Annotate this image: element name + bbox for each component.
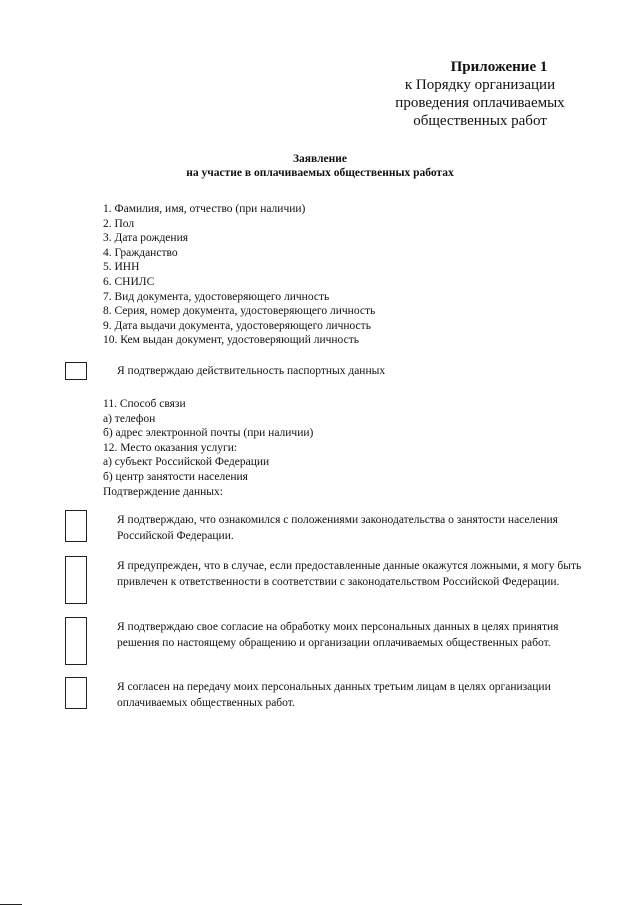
passport-confirmation-text: Я подтверждаю действительность паспортных данных — [117, 365, 386, 377]
confirmation-text-law: Я подтверждаю, что ознакомился с положениями законодательства о занятости населения Российской Федерации. — [117, 514, 558, 542]
field-snils: 6. СНИЛС — [103, 275, 155, 288]
appendix-title: Приложение 1 — [450, 59, 548, 75]
appendix-header — [380, 58, 580, 130]
field-sex: 2. Пол — [103, 217, 135, 230]
confirmation-checkbox-liability[interactable] — [65, 556, 87, 604]
form-title: Заявление — [292, 153, 347, 165]
field-document-issuer: 10. Кем выдан документ, удостоверяющий личность — [103, 334, 359, 347]
data-confirmation-label: Подтверждение данных: — [103, 485, 223, 498]
service-employment-center: б) центр занятости населения — [103, 470, 248, 483]
confirmation-checkbox-third-party[interactable] — [65, 677, 87, 709]
appendix-line: общественных работ — [413, 113, 547, 129]
field-citizenship: 4. Гражданство — [103, 246, 178, 259]
contact-phone: а) телефон — [103, 412, 156, 425]
field-birth-date: 3. Дата рождения — [103, 232, 189, 245]
service-region: а) субъект Российской Федерации — [103, 456, 270, 469]
confirmation-checkbox-law[interactable] — [65, 510, 87, 542]
contact-method-label: 11. Способ связи — [103, 398, 186, 410]
field-document-type: 7. Вид документа, удостоверяющего личность — [103, 290, 330, 303]
contact-section — [103, 397, 313, 499]
contact-email: б) адрес электронной почты (при наличии) — [103, 427, 314, 440]
confirmation-text-third-party: Я согласен на передачу моих персональных данных третьим лицам в целях организации оплачиваемых общественных работ. — [117, 681, 551, 709]
confirmation-checkbox-personal-data[interactable] — [65, 617, 87, 665]
field-inn: 5. ИНН — [103, 261, 140, 274]
service-place-label: 12. Место оказания услуги: — [103, 441, 238, 454]
form-subtitle: на участие в оплачиваемых общественных работах — [186, 167, 454, 179]
field-document-issue-date: 9. Дата выдачи документа, удостоверяющего личность — [103, 319, 371, 332]
personal-fields-list — [103, 202, 375, 348]
passport-confirmation-checkbox[interactable] — [65, 362, 87, 380]
appendix-line: проведения оплачиваемых — [395, 95, 565, 111]
confirmation-text-personal-data: Я подтверждаю свое согласие на обработку моих персональных данных в целях принятия решения по настоящему обращению и организации оплачиваемых общественных работ. — [117, 621, 559, 649]
field-document-number: 8. Серия, номер документа, удостоверяющего личность — [103, 305, 376, 318]
appendix-line: к Порядку организации — [404, 77, 556, 93]
field-full-name: 1. Фамилия, имя, отчество (при наличии) — [103, 203, 306, 215]
confirmation-text-liability: Я предупрежден, что в случае, если предоставленные данные окажутся ложными, я могу быть привлечен к ответственности в соответствии с законодательством Российской Федерации. — [117, 560, 582, 588]
